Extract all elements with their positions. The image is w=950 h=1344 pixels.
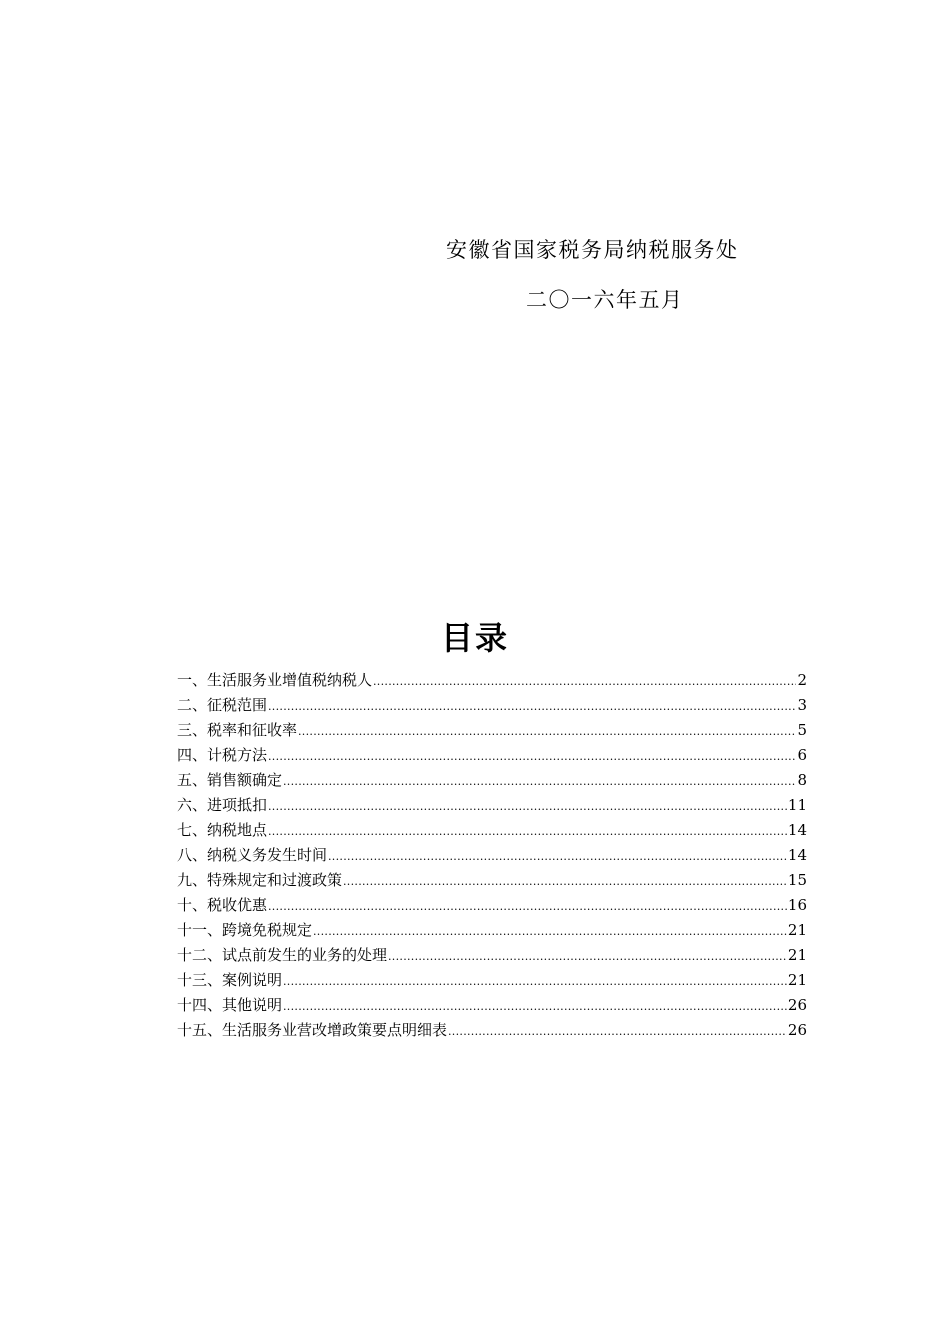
toc-entry[interactable]: [177, 918, 807, 943]
toc-entry-page: 11: [787, 796, 807, 814]
toc-entry[interactable]: [177, 993, 807, 1018]
toc-leader-dots: [313, 919, 787, 944]
toc-entry-page: 2: [797, 671, 807, 689]
toc-leader-dots: [283, 994, 787, 1019]
toc-entry-page: 14: [787, 821, 807, 839]
toc-entry-label: 二、征税范围: [177, 696, 268, 714]
toc-entry-label: 十三、案例说明: [177, 971, 283, 989]
toc-entry-page: 15: [787, 871, 807, 889]
toc-leader-dots: [448, 1019, 787, 1044]
toc-entry-page: 5: [797, 721, 807, 739]
toc-entry-label: 四、计税方法: [177, 746, 268, 764]
toc-entry[interactable]: [177, 668, 807, 693]
toc-entry-page: 26: [787, 1021, 807, 1039]
toc-entry-page: 6: [797, 746, 807, 764]
toc-entry-page: 8: [797, 771, 807, 789]
toc-entry-label: 十二、试点前发生的业务的处理: [177, 946, 388, 964]
toc-entry[interactable]: [177, 1018, 807, 1043]
toc-entry[interactable]: [177, 893, 807, 918]
toc-leader-dots: [268, 894, 787, 919]
toc-entry-label: 十、税收优惠: [177, 896, 268, 914]
toc-entry[interactable]: [177, 968, 807, 993]
toc-entry[interactable]: [177, 868, 807, 893]
toc-entry[interactable]: [177, 718, 807, 743]
toc-entry-label: 七、纳税地点: [177, 821, 268, 839]
publication-date: 二〇一六年五月: [526, 288, 684, 312]
toc-leader-dots: [268, 794, 787, 819]
table-of-contents: [177, 668, 807, 1043]
toc-leader-dots: [268, 744, 796, 769]
toc-leader-dots: [268, 819, 787, 844]
toc-entry[interactable]: [177, 793, 807, 818]
toc-entry-page: 3: [797, 696, 807, 714]
toc-entry[interactable]: [177, 943, 807, 968]
toc-entry-label: 一、生活服务业增值税纳税人: [177, 671, 373, 689]
toc-entry[interactable]: [177, 768, 807, 793]
toc-leader-dots: [373, 669, 796, 694]
toc-entry-label: 八、纳税义务发生时间: [177, 846, 328, 864]
toc-leader-dots: [268, 694, 796, 719]
toc-entry-label: 十一、跨境免税规定: [177, 921, 313, 939]
toc-entry-label: 六、进项抵扣: [177, 796, 268, 814]
toc-leader-dots: [388, 944, 787, 969]
toc-entry-page: 21: [787, 971, 807, 989]
toc-entry-label: 十四、其他说明: [177, 996, 283, 1014]
toc-entry[interactable]: [177, 693, 807, 718]
toc-leader-dots: [298, 719, 796, 744]
issuing-organization: 安徽省国家税务局纳税服务处: [446, 238, 739, 262]
toc-leader-dots: [343, 869, 787, 894]
toc-entry-page: 14: [787, 846, 807, 864]
toc-leader-dots: [328, 844, 787, 869]
toc-entry-label: 十五、生活服务业营改增政策要点明细表: [177, 1021, 448, 1039]
toc-entry-label: 九、特殊规定和过渡政策: [177, 871, 343, 889]
toc-title: 目录: [440, 619, 509, 657]
toc-leader-dots: [283, 769, 796, 794]
toc-entry[interactable]: [177, 743, 807, 768]
toc-entry-label: 五、销售额确定: [177, 771, 283, 789]
toc-entry-page: 21: [787, 921, 807, 939]
toc-entry[interactable]: [177, 818, 807, 843]
toc-entry[interactable]: [177, 843, 807, 868]
toc-entry-page: 16: [787, 896, 807, 914]
toc-entry-page: 26: [787, 996, 807, 1014]
toc-entry-label: 三、税率和征收率: [177, 721, 298, 739]
toc-leader-dots: [283, 969, 787, 994]
toc-entry-page: 21: [787, 946, 807, 964]
